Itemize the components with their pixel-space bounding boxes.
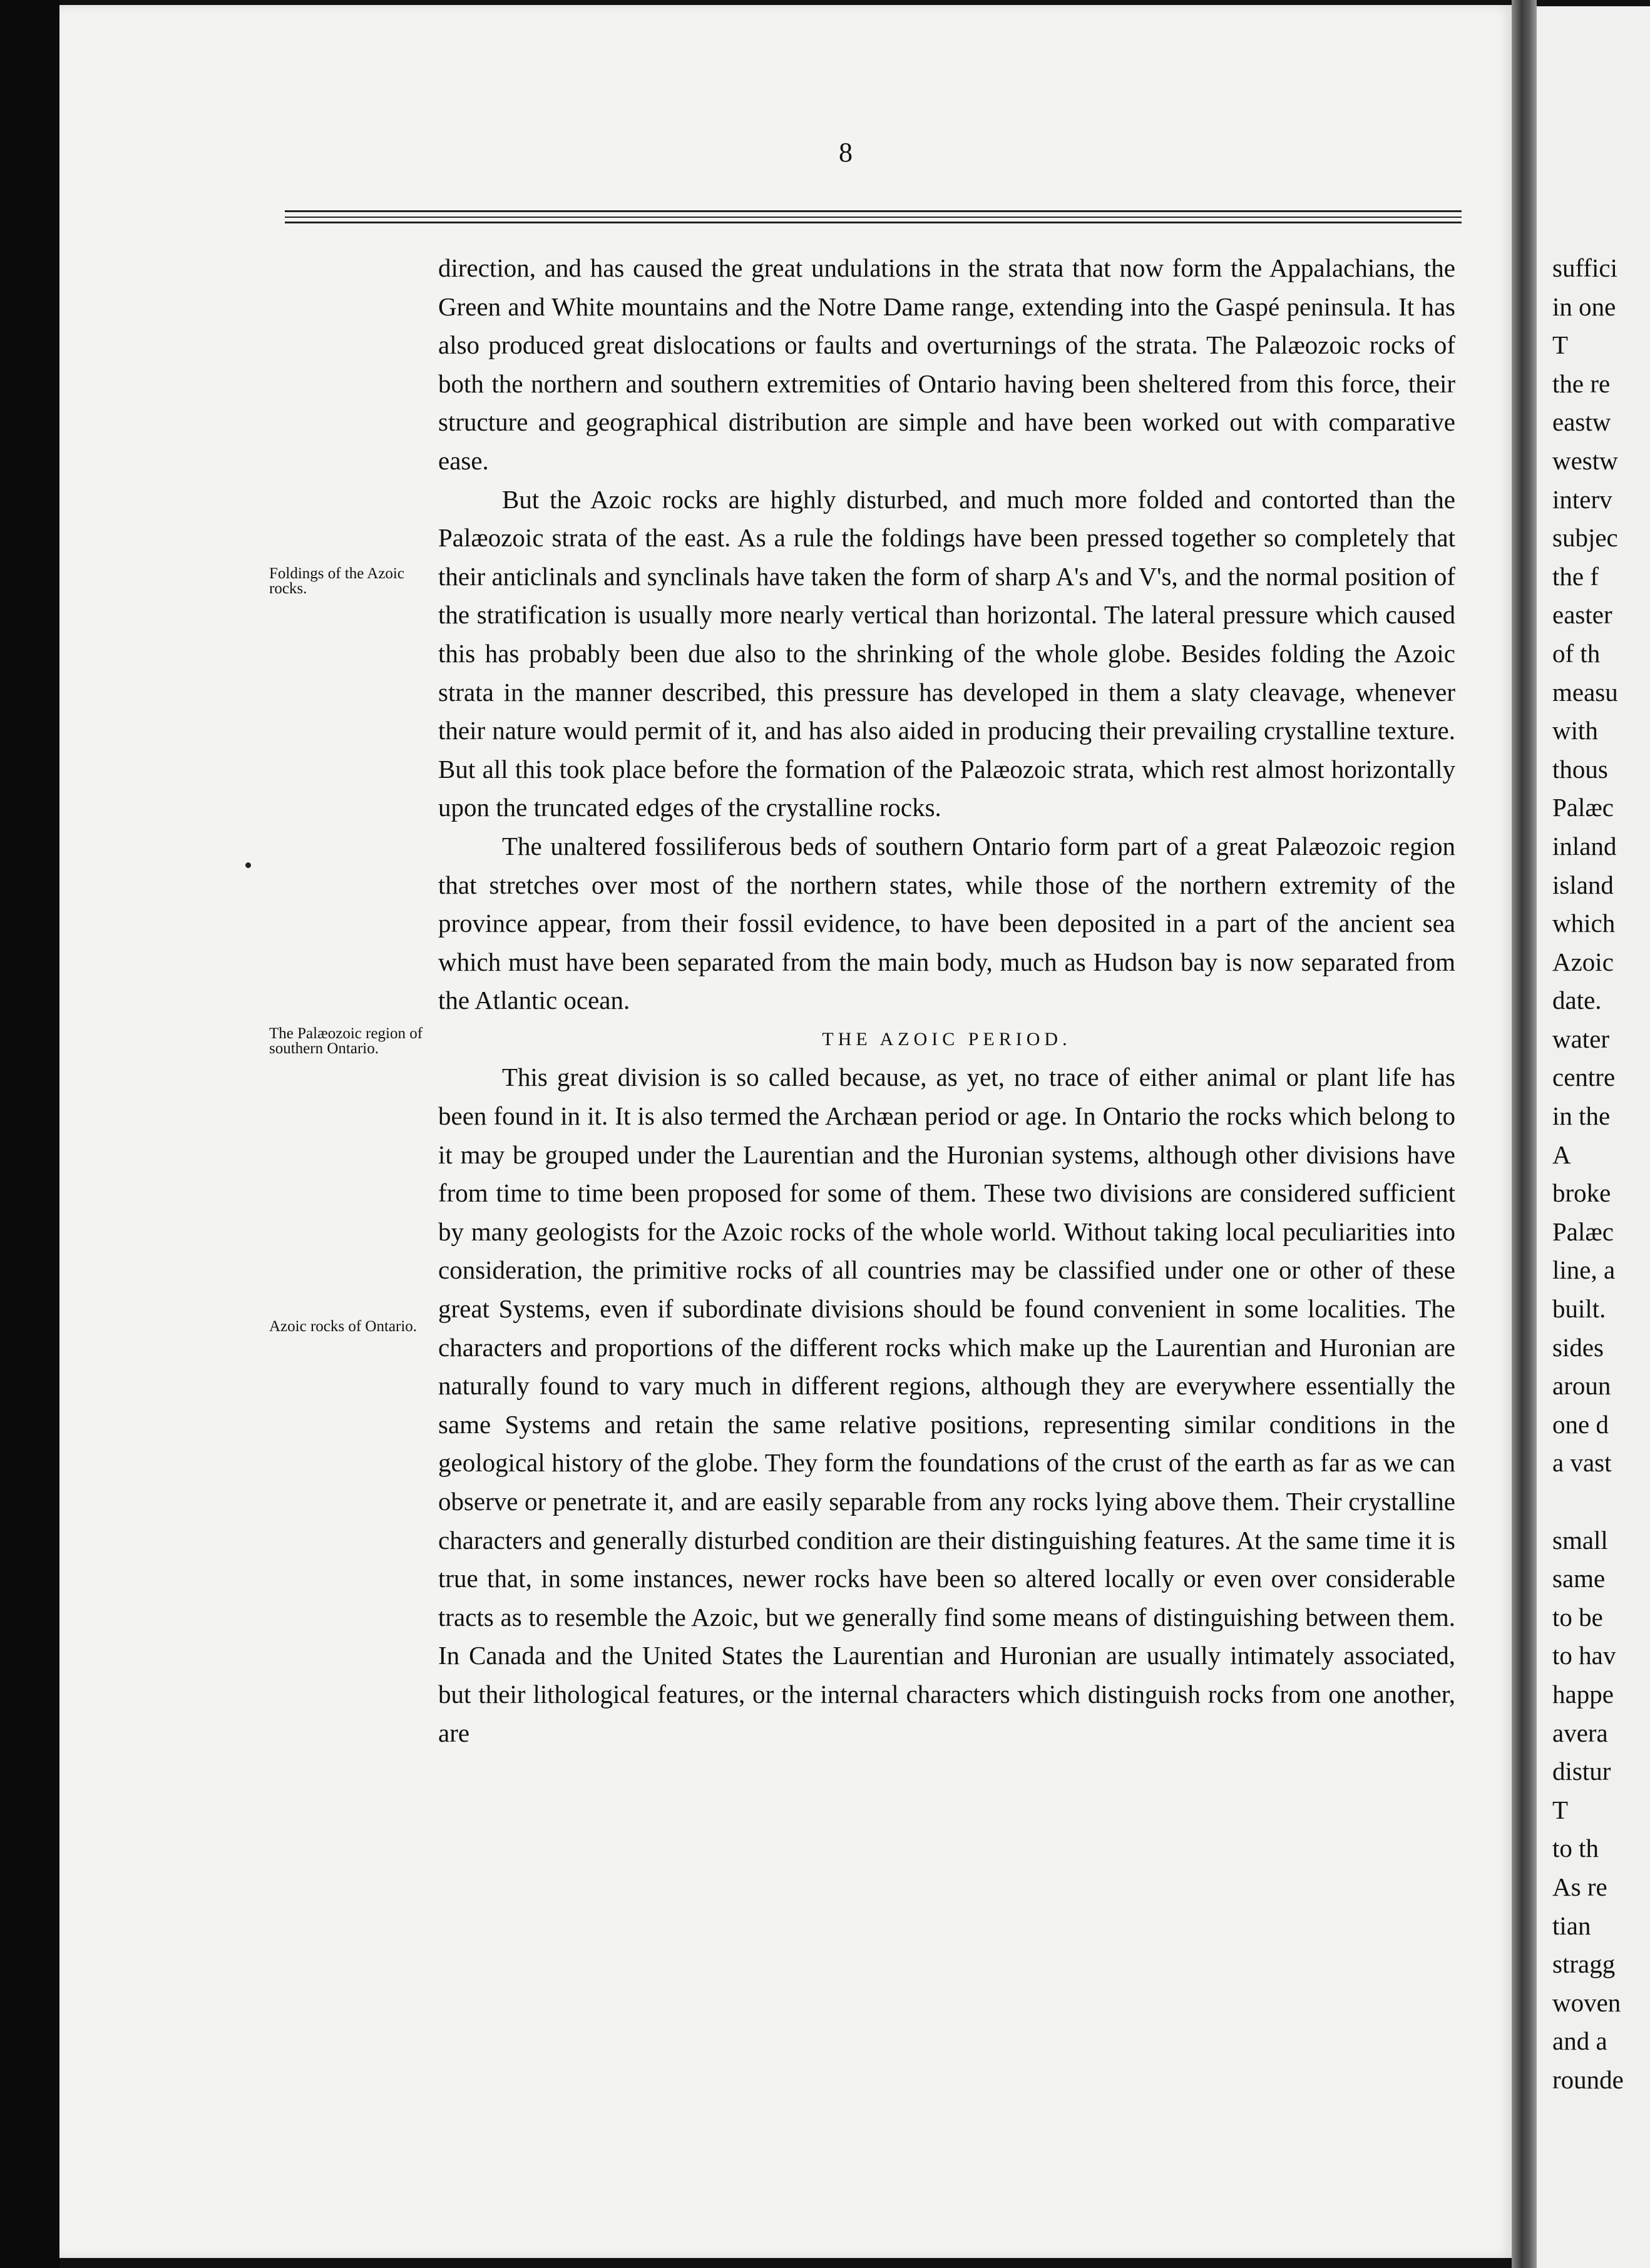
- header-rule-bottom: [285, 222, 1462, 223]
- next-page-line: island: [1552, 870, 1614, 899]
- next-page-line: in the: [1552, 1101, 1611, 1131]
- next-page-line: Palæc: [1552, 793, 1614, 822]
- next-page-line: one d: [1552, 1409, 1609, 1439]
- next-page-line: small: [1552, 1525, 1608, 1555]
- margin-note-palaeozoic-region: The Palæozoic region of southern Ontario.: [269, 1025, 423, 1057]
- book-gutter: [1512, 0, 1537, 2268]
- next-page-line: to be: [1552, 1602, 1603, 1632]
- main-text-column: [438, 249, 1455, 1752]
- next-page-line: T: [1552, 330, 1569, 360]
- next-page-line: easter: [1552, 600, 1612, 630]
- section-heading: THE AZOIC PERIOD.: [822, 1028, 1072, 1050]
- next-page-line: avera: [1552, 1718, 1608, 1747]
- next-page-text-fragments: [1552, 249, 1650, 2100]
- margin-note-azoic-rocks: Azoic rocks of Ontario.: [269, 1318, 418, 1335]
- next-page-line: to th: [1552, 1834, 1599, 1863]
- next-page-line: rounde: [1552, 2065, 1624, 2094]
- margin-note-foldings: Foldings of the Azoic rocks.: [269, 565, 404, 597]
- paragraph-palaeozoic-region: The unaltered fossiliferous beds of southern Ontario form part of a great Palæozoic region that stretches over most of the northern states, while those of the northern extremity of the province appear, from their fossil evidence, to have been deposited in a part of the ancient sea which must have been separated from the main body, much as Hudson bay is now separated from the Atlantic ocean.: [438, 831, 1455, 1015]
- next-page-line: which: [1552, 909, 1616, 938]
- header-rule-middle: [285, 217, 1462, 218]
- next-page-line: same: [1552, 1564, 1606, 1593]
- next-page-line: in one: [1552, 292, 1616, 321]
- next-page-line: westw: [1552, 446, 1618, 475]
- next-page-line: measu: [1552, 677, 1618, 707]
- next-page-line: inland: [1552, 831, 1617, 861]
- next-page-line: A: [1552, 1140, 1571, 1169]
- next-page-line: date.: [1552, 986, 1602, 1015]
- next-page-line: [1552, 1483, 1650, 1521]
- paragraph-azoic-period: This great division is so called because, as yet, no trace of either animal or plant life has been found in it. It is also termed the Archæan period or age. In Ontario the rocks which belong to it may be grouped under the Laurentian and the Huronian systems, although other divisions have from time to time been proposed for some of them. These two divisions are considered sufficient by many geologists for the Azoic rocks of the whole world. Without taking local peculiarities into consideration, the primitive rocks of all countries may be classified under one or other of these great Systems, even if subordinate divisions should be found convenient in some localities. The characters and proportions of the different rocks which make up the Laurentian and Huronian are naturally found to vary much in different regions, although they are everywhere essentially the same Systems and retain the same relative positions, representing similar conditions in the geological history of the globe. They form the foundations of the crust of the earth as far as we can observe or penetrate it, and are easily separable from any rocks lying above them. Their crystalline characters and generally disturbed condition are their distinguishing features. At the same time it is true that, in some instances, newer rocks have been so altered locally or even over considerable tracts as to resemble the Azoic, but we generally find some means of distinguishing between them. In Canada and the United States the Laurentian and Huronian are usually intimately associated, but their lithological features, or the internal characters which distinguish rocks from one another, are: [438, 1063, 1455, 1747]
- next-page-line: T: [1552, 1795, 1569, 1824]
- next-page-line: of th: [1552, 638, 1601, 668]
- next-page-line: stragg: [1552, 1949, 1616, 1979]
- next-page-line: distur: [1552, 1757, 1611, 1786]
- next-page-line: Palæc: [1552, 1217, 1614, 1246]
- page-number: 8: [839, 137, 853, 168]
- left-scan-border: [0, 0, 59, 2268]
- next-page-line: with: [1552, 716, 1598, 745]
- next-page-line: a vast: [1552, 1448, 1612, 1478]
- next-page-line: and a: [1552, 2026, 1607, 2056]
- next-page-line: water: [1552, 1024, 1610, 1053]
- speck-mark: [245, 862, 251, 868]
- paragraph-continuation: direction, and has caused the great undulations in the strata that now form the Appalachians, the Green and White mountains and the Notre Dame range, extending into the Gaspé peninsula. It has also produced great dislocations or faults and overturnings of the strata. The Palæozoic rocks of both the northern and southern extremities of Ontario having been sheltered from this force, their structure and geographical distribution are simple and have been worked out with comparative ease.: [438, 253, 1455, 475]
- next-page-line: happe: [1552, 1679, 1614, 1709]
- next-page-line: to hav: [1552, 1641, 1616, 1670]
- next-page-line: eastw: [1552, 407, 1611, 437]
- next-page-line: thous: [1552, 754, 1608, 784]
- next-page-line: broke: [1552, 1178, 1611, 1208]
- next-page-line: the f: [1552, 561, 1599, 591]
- next-page-line: the re: [1552, 369, 1611, 398]
- next-page-line: sides: [1552, 1332, 1604, 1362]
- next-page-line: built.: [1552, 1294, 1606, 1324]
- next-page-line: tian: [1552, 1911, 1591, 1940]
- paragraph-foldings: But the Azoic rocks are highly disturbed, and much more folded and contorted than the Palæozoic strata of the east. As a rule the foldings have been pressed together so completely that their anticlinals and synclinals have taken the form of sharp A's and V's, and the normal position of the stratification is usually more nearly vertical than horizontal. The lateral pressure which caused this has probably been due also to the shrinking of the whole globe. Besides folding the Azoic strata in the manner described, this pressure has developed in them a slaty cleavage, whenever their nature would permit of it, and has also aided in producing their prevailing crystalline texture. But all this took place before the formation of the Palæozoic strata, which rest almost horizontally upon the truncated edges of the crystalline rocks.: [438, 484, 1455, 822]
- next-page-line: centre: [1552, 1063, 1616, 1092]
- next-page-line: aroun: [1552, 1371, 1611, 1401]
- next-page-line: woven: [1552, 1988, 1621, 2017]
- next-page-line: line, a: [1552, 1255, 1616, 1285]
- next-page-line: suffici: [1552, 253, 1618, 282]
- next-page-line: interv: [1552, 484, 1612, 514]
- next-page-line: subjec: [1552, 523, 1618, 553]
- next-page-line: Azoic: [1552, 947, 1614, 976]
- next-page-line: As re: [1552, 1872, 1607, 1901]
- header-rule-top: [285, 210, 1462, 212]
